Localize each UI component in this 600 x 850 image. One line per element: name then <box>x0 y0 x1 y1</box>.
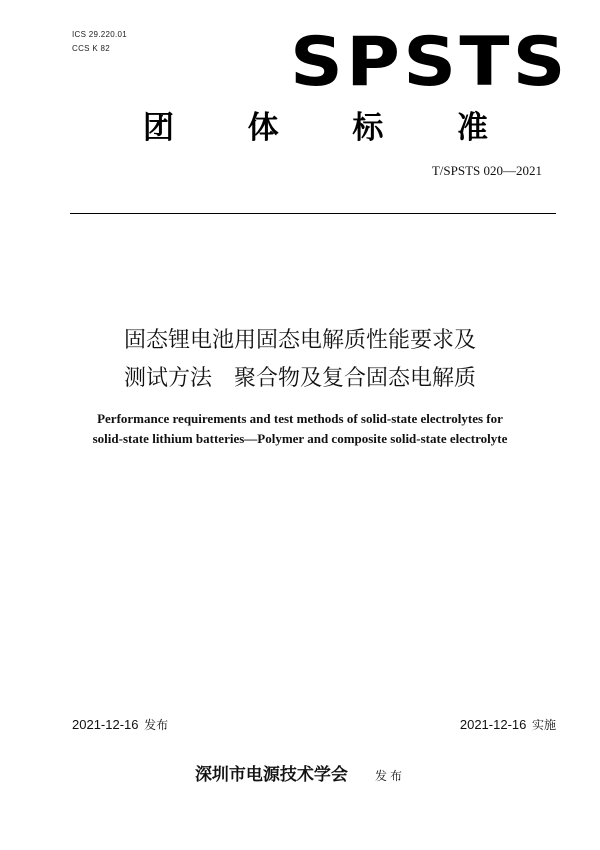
english-title-line-1: Performance requirements and test methods of solid-state electrolytes for <box>97 411 503 426</box>
chinese-title-line-2: 测试方法 聚合物及复合固态电解质 <box>123 366 476 391</box>
standard-type-char: 标 <box>352 110 384 146</box>
header-divider <box>70 213 556 214</box>
issuer-line <box>0 760 600 785</box>
issuing-organization: 深圳市电源技术学会 <box>194 765 348 785</box>
implement-label: 实施 <box>531 718 556 732</box>
ccs-code: CCS K 82 <box>72 44 110 53</box>
issue-date: 2021-12-16 <box>72 717 139 732</box>
standard-type-char: 体 <box>247 110 279 146</box>
implement-date-block <box>460 716 556 733</box>
issue-label: 发布 <box>144 718 169 732</box>
standard-type-char: 准 <box>456 110 488 146</box>
spsts-logo: SPSTS <box>290 23 569 102</box>
issue-date-block <box>72 716 168 733</box>
english-title-line-2: solid-state lithium batteries—Polymer and composite solid-state electrolyte <box>92 431 508 446</box>
standard-type-title <box>143 108 488 148</box>
standard-type-char: 团 <box>143 110 174 146</box>
ics-code: ICS 29.220.01 <box>72 30 128 39</box>
standard-number: T/SPSTS 020—2021 <box>431 163 542 178</box>
chinese-title-line-1: 固态锂电池用固态电解质性能要求及 <box>123 328 476 353</box>
implement-date: 2021-12-16 <box>459 717 527 732</box>
issued-label: 发布 <box>375 769 406 783</box>
